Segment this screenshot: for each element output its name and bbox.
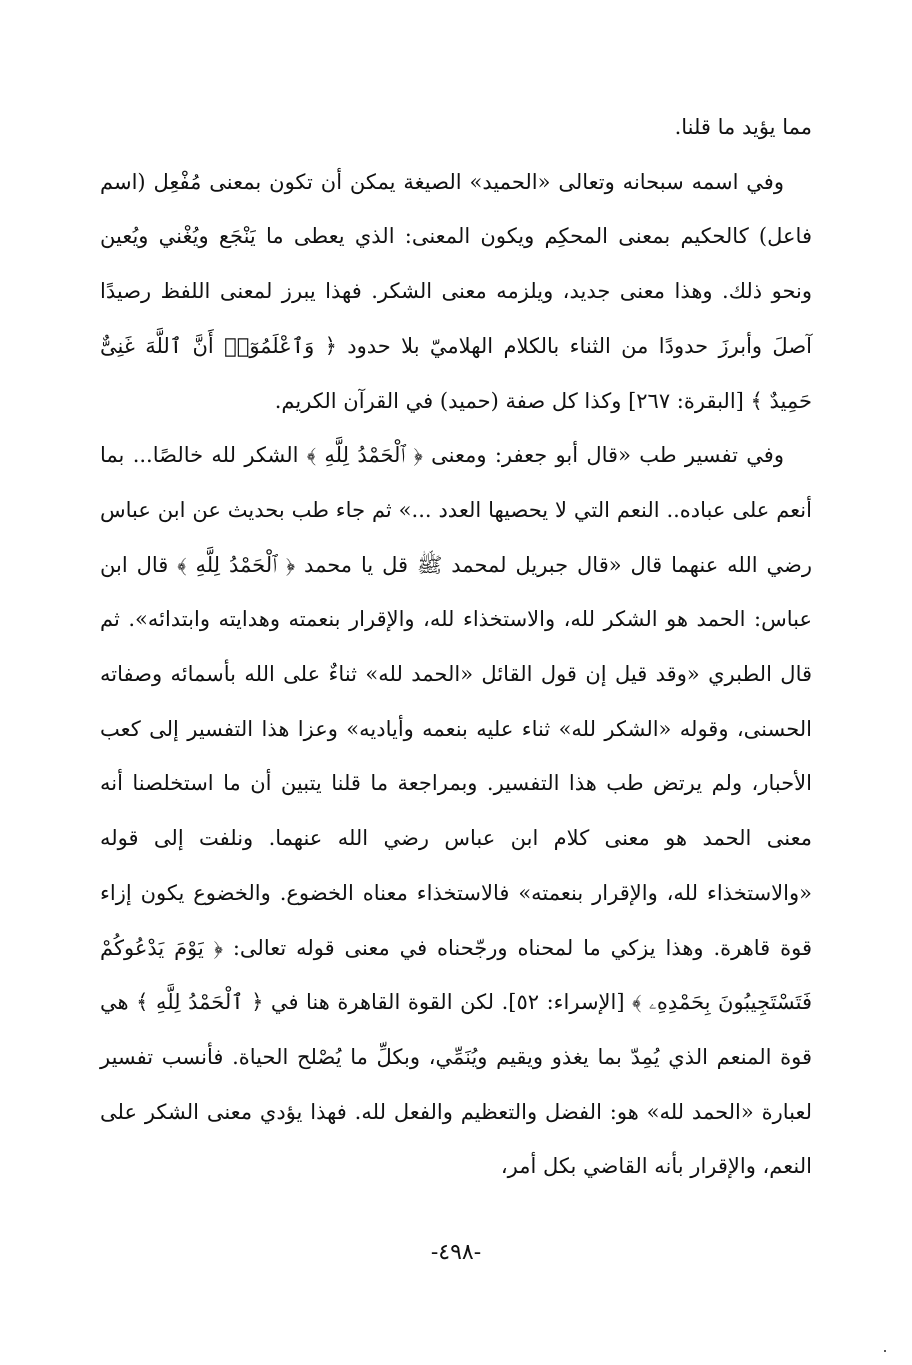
paragraph-text: مما يؤيد ما قلنا. bbox=[674, 115, 812, 139]
scan-speck bbox=[884, 1350, 886, 1352]
body-text bbox=[100, 100, 812, 1194]
paragraph-text: وفي تفسير طب «قال أبو جعفر: ومعنى ﴿ ٱلْحَمْدُ لِلَّهِ ﴾ الشكر لله خالصًا... بما أنعم على عباده.. النعم التي لا يحصيها العدد ...» ثم جاء طب بحديث عن ابن عباس رضي الله عنهما قال «قال جبريل لمحمد ﷺ قل يا محمد ﴿ ٱلْحَمْدُ لِلَّهِ ﴾ قال ابن عباس: الحمد هو الشكر لله، والاستخذاء لله، والإقرار بنعمته وهدايته وابتدائه». ثم قال الطبري «وقد قيل إن قول القائل «الحمد لله» ثناءٌ على الله بأسمائه وصفاته الحسنى، وقوله «الشكر لله» ثناء عليه بنعمه وأياديه» وعزا هذا التفسير إلى كعب الأحبار، ولم يرتض طب هذا التفسير. وبمراجعة ما قلنا يتبين أن ما استخلصنا أنه معنى الحمد هو معنى كلام ابن عباس رضي الله عنهما. ونلفت إلى قوله «والاستخذاء لله، والإقرار بنعمته» فالاستخذاء معناه الخضوع. والخضوع يكون إزاء قوة قاهرة. وهذا يزكي ما لمحناه ورجّحناه في معنى قوله تعالى: ﴿ يَوْمَ يَدْعُوكُمْ فَتَسْتَجِيبُونَ بِحَمْدِهِۦ ﴾ [الإسراء: ٥٢]. لكن القوة القاهرة هنا في ﴿ ٱلْحَمْدُ لِلَّهِ ﴾ هي قوة المنعم الذي يُمِدّ بما يغذو ويقيم ويُنَمِّي، وبكلِّ ما يُصْلح الحياة. فأنسب تفسير لعبارة «الحمد لله» هو: الفضل والتعظيم والفعل لله. فهذا يؤدي معنى الشكر على النعم، والإقرار بأنه القاضي بكل أمر، bbox=[100, 443, 812, 1179]
paragraph-text: وفي اسمه سبحانه وتعالى «الحميد» الصيغة يمكن أن تكون بمعنى مُفْعِل (اسم فاعل) كالحكيم بمعنى المحكِم ويكون المعنى: الذي يعطى ما يَنْجَع ويُغْني ويُعين ونحو ذلك. وهذا معنى جديد، ويلزمه معنى الشكر. فهذا يبرز لمعنى اللفظ رصيدًا آصلَ وأبرزَ حدودًا من الثناء بالكلام الهلاميّ بلا حدود ﴿ وَٱعْلَمُوٓا۟ أَنَّ ٱللَّهَ غَنِىٌّ حَمِيدٌ ﴾ [البقرة: ٢٦٧] وكذا كل صفة (حميد) في القرآن الكريم. bbox=[100, 169, 812, 413]
page-number: -٤٩٨- bbox=[430, 1240, 482, 1265]
paragraph-continuation bbox=[100, 100, 812, 155]
paragraph-tabari-tafsir bbox=[100, 428, 812, 1194]
paragraph-hamid-meaning bbox=[100, 155, 812, 429]
